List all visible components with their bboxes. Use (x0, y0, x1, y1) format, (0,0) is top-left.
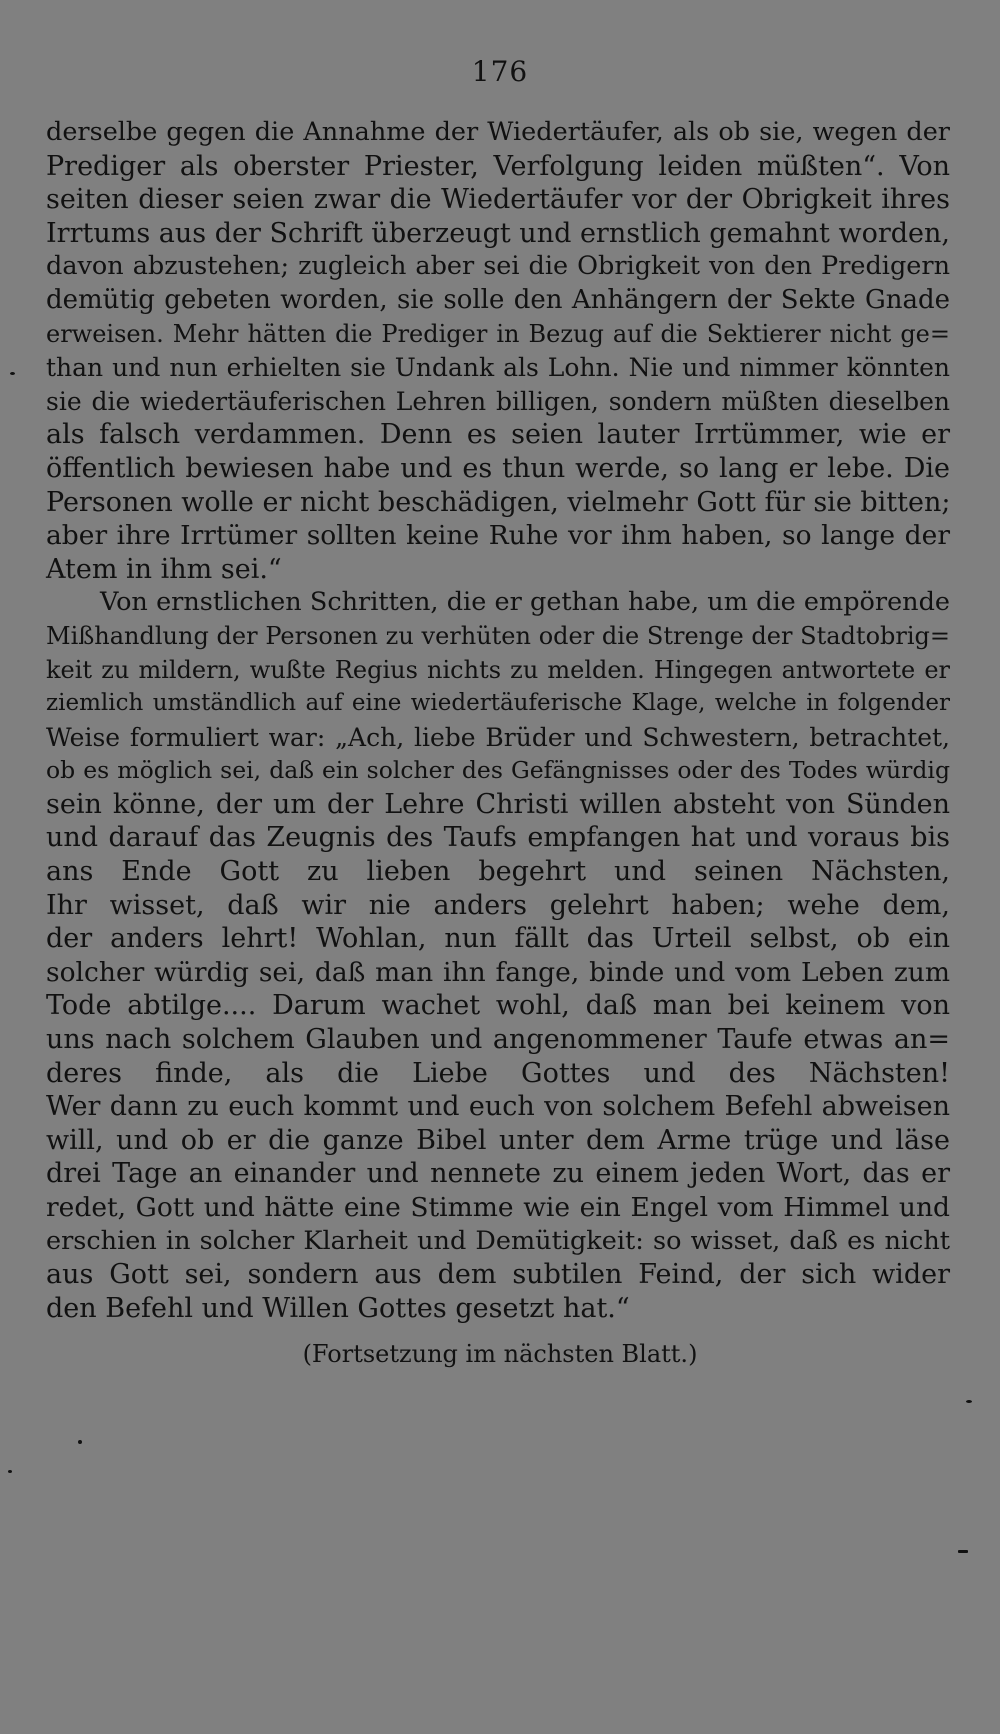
scan-speck (78, 1440, 82, 1444)
text-line: ziemlich umständlich auf eine wiedertäuferische Klage, welche in folgender (46, 690, 950, 717)
text-line: ans Ende Gott zu lieben begehrt und seinen Nächsten, (46, 856, 950, 888)
text-line: Irrtums aus der Schrift überzeugt und ernstlich gemahnt worden, (46, 217, 950, 249)
body-text (46, 116, 950, 1325)
text-line: davon abzustehen; zugleich aber sei die Obrigkeit von den Predigern (46, 251, 950, 282)
text-line: aber ihre Irrtümer sollten keine Ruhe vor ihm haben, so lange der (46, 520, 950, 552)
text-line: demütig gebeten worden, sie solle den Anhängern der Sekte Gnade (46, 284, 950, 315)
paragraph-start-line: Von ernstlichen Schritten, die er gethan habe, um die empörende (100, 587, 950, 618)
text-line: als falsch verdammen. Denn es seien lauter Irrtümmer, wie er (46, 419, 950, 451)
scan-speck (8, 1470, 12, 1473)
text-line: will, und ob er die ganze Bibel unter dem Arme trüge und läse (46, 1124, 950, 1156)
text-line: seiten dieser seien zwar die Wiedertäufer vor der Obrigkeit ihres (46, 184, 950, 216)
text-line: ob es möglich sei, daß ein solcher des Gefängnisses oder des Todes würdig (46, 756, 950, 785)
text-line: than und nun erhielten sie Undank als Lohn. Nie und nimmer könnten (46, 353, 950, 383)
text-line: redet, Gott und hätte eine Stimme wie ein Engel vom Himmel und (46, 1192, 950, 1223)
continuation-note: (Fortsetzung im nächsten Blatt.) (302, 1340, 698, 1368)
text-line: Mißhandlung der Personen zu verhüten oder die Strenge der Stadtobrig= (46, 621, 950, 650)
text-line: erschien in solcher Klarheit und Demütigkeit: so wisset, daß es nicht (46, 1225, 950, 1256)
text-line: Ihr wisset, daß wir nie anders gelehrt haben; wehe dem, (46, 889, 950, 921)
text-line: Personen wolle er nicht beschädigen, vielmehr Gott für sie bitten; (46, 486, 951, 518)
text-line: öffentlich bewiesen habe und es thun werde, so lang er lebe. Die (46, 452, 950, 484)
paragraph-end-line: den Befehl und Willen Gottes gesetzt hat.“ (46, 1292, 630, 1324)
paragraph-end-line: Atem in ihm sei.“ (46, 553, 282, 585)
text-line: und darauf das Zeugnis des Taufs empfangen hat und voraus bis (46, 822, 950, 854)
text-line: der anders lehrt! Wohlan, nun fällt das Urteil selbst, ob ein (46, 923, 950, 955)
text-line: sie die wiedertäuferischen Lehren billigen, sondern müßten dieselben (46, 386, 950, 416)
text-line: Wer dann zu euch kommt und euch von solchem Befehl abweisen (46, 1091, 950, 1123)
scan-speck (966, 1400, 972, 1403)
text-line: aus Gott sei, sondern aus dem subtilen Feind, der sich wider (46, 1259, 950, 1291)
text-line: solcher würdig sei, daß man ihn fange, binde und vom Leben zum (46, 956, 950, 988)
text-line: derselbe gegen die Annahme der Wiedertäufer, als ob sie, wegen der (46, 117, 950, 147)
text-line: Tode abtilge.... Darum wachet wohl, daß man bei keinem von (46, 990, 950, 1022)
text-line: drei Tage an einander und nennete zu einem jeden Wort, das er (46, 1158, 950, 1190)
text-line: deres finde, als die Liebe Gottes und des Nächsten! (46, 1057, 950, 1089)
page-number: 176 (471, 55, 529, 88)
text-line: sein könne, der um der Lehre Christi willen absteht von Sünden (46, 788, 950, 820)
text-line: uns nach solchem Glauben und angenommener Taufe etwas an= (46, 1024, 950, 1056)
scan-speck (10, 372, 15, 375)
text-line: erweisen. Mehr hätten die Prediger in Bezug auf die Sektierer nicht ge= (46, 319, 950, 348)
text-line: Weise formuliert war: „Ach, liebe Brüder und Schwestern, betrachtet, (46, 722, 950, 752)
scan-speck (958, 1550, 968, 1553)
text-line: Prediger als oberster Priester, Verfolgung leiden müßten“. Von (46, 150, 950, 182)
text-line: keit zu mildern, wußte Regius nichts zu melden. Hingegen antwortete er (46, 655, 950, 684)
